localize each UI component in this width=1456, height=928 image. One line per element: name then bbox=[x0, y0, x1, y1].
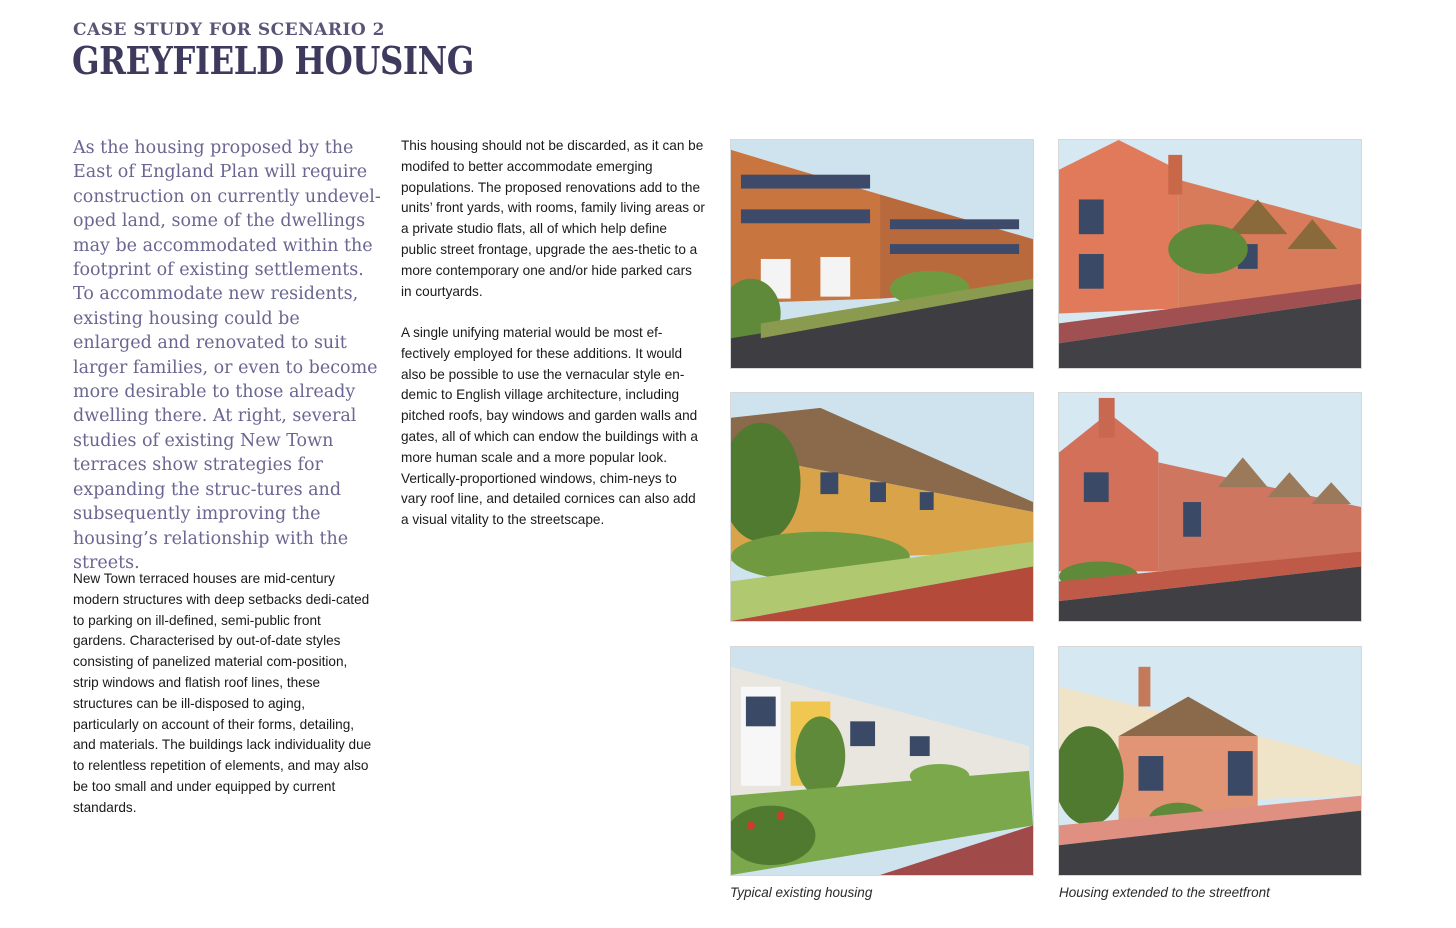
illustration-existing-terrace-flat-roof bbox=[730, 139, 1034, 369]
page-title: GREYFIELD HOUSING bbox=[72, 38, 474, 83]
illustration-extended-streetfront-bay bbox=[1058, 646, 1362, 876]
illustration-existing-terrace-pitched-roof bbox=[730, 392, 1034, 622]
section-kicker: CASE STUDY FOR SCENARIO 2 bbox=[73, 20, 385, 40]
body-paragraph-renovation: This housing should not be discarded, as it can be modifed to better accommodate emerging populations. The proposed renovations add to the units’ front yards, with rooms, family living areas or a private studio flats, all of which help define public street frontage, upgrade the aes-thetic to a more contemporary one and/or hide parked cars in courtyards. bbox=[401, 138, 705, 299]
illustration-extended-terrace-brick-gables bbox=[1058, 392, 1362, 622]
body-paragraph-materials: A single unifying material would be most ef-fectively employed for these additions. It would also be possible to use the vernacular style en-demic to English village architecture, including pitched roofs, bay windows and garden walls and gates, all of which can endow the buildings with a more human scale and a more popular look. Vertically-proportioned windows, chim-neys to vary roof line, and detailed cornices can also add a visual vitality to the streetscape. bbox=[401, 325, 698, 528]
illustration-existing-terrace-gardens bbox=[730, 646, 1034, 876]
body-paragraph-existing: New Town terraced houses are mid-century modern structures with deep setbacks dedi-cated to parking on ill-defined, semi-public front gardens. Characterised by out-of-date styles consisting of panelized material com-position, strip windows and flatish roof lines, these structures can be ill-disposed to aging, particularly on account of their forms, detailing, and materials. The buildings lack individuality due to relentless repetition of elements, and may also be too small and under equipped by current standards. bbox=[73, 571, 372, 815]
lead-paragraph: As the housing proposed by the East of England Plan will require construction on currently undevel-oped land, some of the dwellings may be accommodated within the footprint of existing settlements. To accommodate new residents, existing housing could be enlarged and renovated to suit larger families, or even to become more desirable to those already dwelling there. At right, several studies of existing New Town terraces show strategies for expanding the struc-tures and subsequently improving the housing’s relationship with the streets. bbox=[73, 138, 381, 573]
caption-extended-streetfront: Housing extended to the streetfront bbox=[1059, 885, 1270, 900]
illustration-extended-terrace-gables bbox=[1058, 139, 1362, 369]
caption-typical-existing: Typical existing housing bbox=[730, 885, 873, 900]
